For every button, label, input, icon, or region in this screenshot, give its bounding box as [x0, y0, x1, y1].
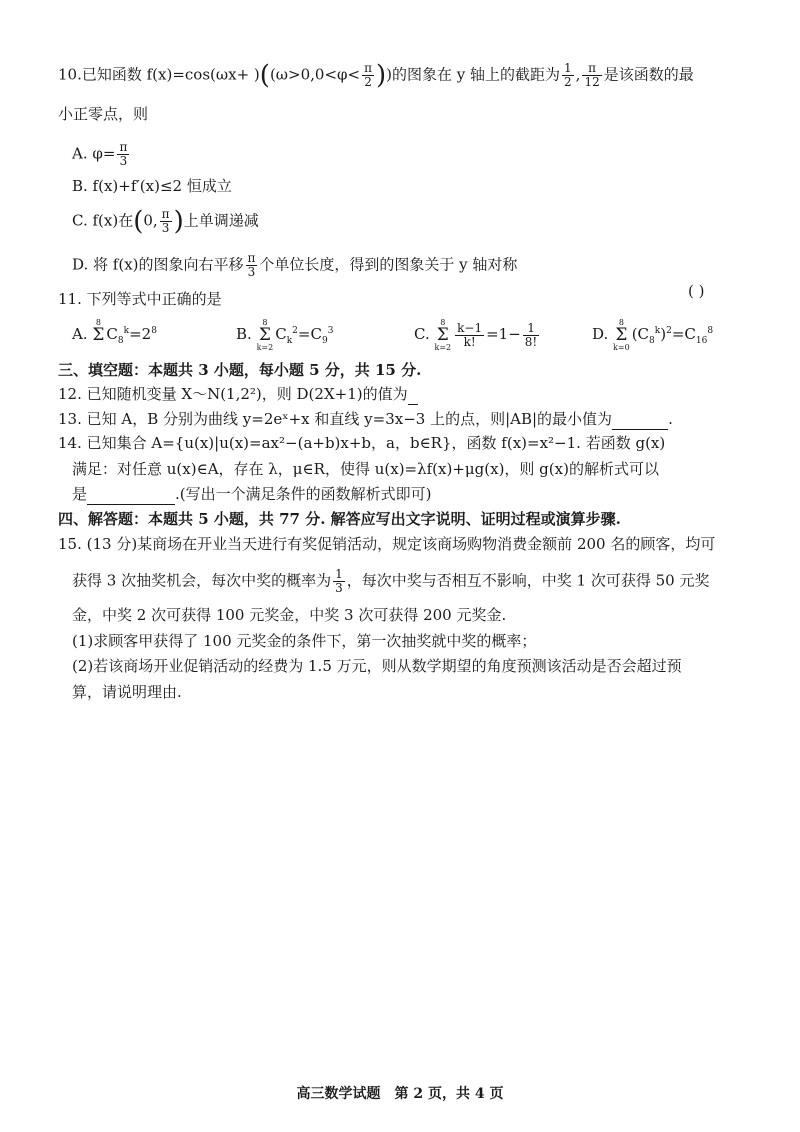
- q15-part3: 算，请说明理由.: [72, 683, 182, 701]
- q10-option-b: B. f(x)+f′(x)≤2 恒成立: [72, 177, 232, 195]
- one-third: $\frac{1}{3}$: [335, 567, 343, 595]
- one-half: $\frac{1}{2}$: [564, 61, 572, 89]
- q15-part1: (1)求顾客甲获得了 100 元奖金的条件下，第一次抽奖就中奖的概率；: [72, 632, 537, 650]
- q13: 13. 已知 A，B 分别为曲线 y=2eˣ+x 和直线 y=3x−3 上的点，则|AB|的最小值为 .: [58, 410, 673, 428]
- q14-line2: 满足：对任意 u(x)∈A，存在 λ，μ∈R，使得 u(x)=λf(x)+μg(x)，则 g(x)的解析式可以: [72, 460, 659, 478]
- q10-stem-c: )的图象在 y 轴上的截距为: [386, 65, 561, 84]
- q11-option-a: A. 8 Σ $C_8^k=2^8$: [72, 318, 157, 346]
- q11-title: 11. 下列等式中正确的是: [58, 290, 222, 308]
- q14-line3: 是 .(写出一个满足条件的函数解析式即可): [72, 485, 432, 503]
- q10-option-a: A. φ= $\frac{\pi}{3}$: [72, 140, 128, 168]
- q15-line2: 获得 3 次抽奖机会，每次中奖的概率为 $\frac{1}{3}$ ，每次中奖与否相互不影响，中奖 1 次可获得 50 元奖: [72, 567, 710, 595]
- q10-stem-d: 是该函数的最: [603, 65, 694, 84]
- q15-line3: 金，中奖 2 次可获得 100 元奖金，中奖 3 次可获得 200 元奖金.: [72, 606, 507, 624]
- q11-option-b: B. 8 Σ k=2 $C_k^2=C_9^3$: [236, 318, 334, 352]
- q13-answer-blank[interactable]: [612, 409, 668, 430]
- section-fill-in: 三、填空题：本题共 3 小题，每小题 5 分，共 15 分.: [58, 361, 422, 379]
- pi-over-12: $\frac{\pi}{12}$: [584, 61, 600, 89]
- q10-stem-a: 10.已知函数 f(x)=cos(ωx+ ): [58, 65, 260, 84]
- q12: 12. 已知随机变量 X～N(1,2²)，则 D(2X+1)的值为: [58, 384, 418, 405]
- q11-option-c: C. 8 Σ k=2 $\frac{k-1}{k!}$ =1− $\frac{1}{8!}$: [414, 318, 538, 352]
- q10-line1: 10.已知函数 f(x)=cos(ωx+ )((ω>0,0<φ< $\frac{\pi}{2}$ ))的图象在 y 轴上的截距为 $\frac{1}{2}$ , $\frac{\pi}{12}$ 是该函数的最: [58, 60, 694, 91]
- q10-stem-b: (ω>0,0<φ<: [269, 65, 361, 84]
- q10-option-c: C. f(x)在(0, $\frac{\pi}{3}$ )上单调递减: [72, 206, 259, 237]
- answer-paren: ( ): [688, 282, 705, 300]
- q10-option-d: D. 将 f(x)的图象向右平移 $\frac{\pi}{3}$ 个单位长度，得到的图象关于 y 轴对称: [72, 251, 518, 279]
- pi-over-2: $\frac{\pi}{2}$: [364, 61, 372, 89]
- q14-line1: 14. 已知集合 A={u(x)|u(x)=ax²−(a+b)x+b，a，b∈R}，函数 f(x)=x²−1. 若函数 g(x): [58, 434, 666, 452]
- q10-line2: 小正零点，则: [58, 105, 149, 123]
- q12-answer-blank[interactable]: [408, 384, 418, 405]
- q11-option-d: D. 8 Σ k=0 $(C_8^k)^2=C_{16}^8$: [592, 318, 714, 352]
- page-footer: 高三数学试题 第 2 页，共 4 页: [296, 1086, 504, 1102]
- q15-part2: (2)若该商场开业促销活动的经费为 1.5 万元，则从数学期望的角度预测该活动是否会超过预: [72, 657, 682, 675]
- q14-answer-blank[interactable]: [87, 484, 175, 505]
- q15-line1: 15. (13 分)某商场在开业当天进行有奖促销活动，规定该商场购物消费金额前 200 名的顾客，均可: [58, 535, 716, 553]
- section-solutions: 四、解答题：本题共 5 小题，共 77 分. 解答应写出文字说明、证明过程或演算步骤.: [58, 510, 621, 528]
- pi-over-3: $\frac{\pi}{3}$: [119, 140, 128, 168]
